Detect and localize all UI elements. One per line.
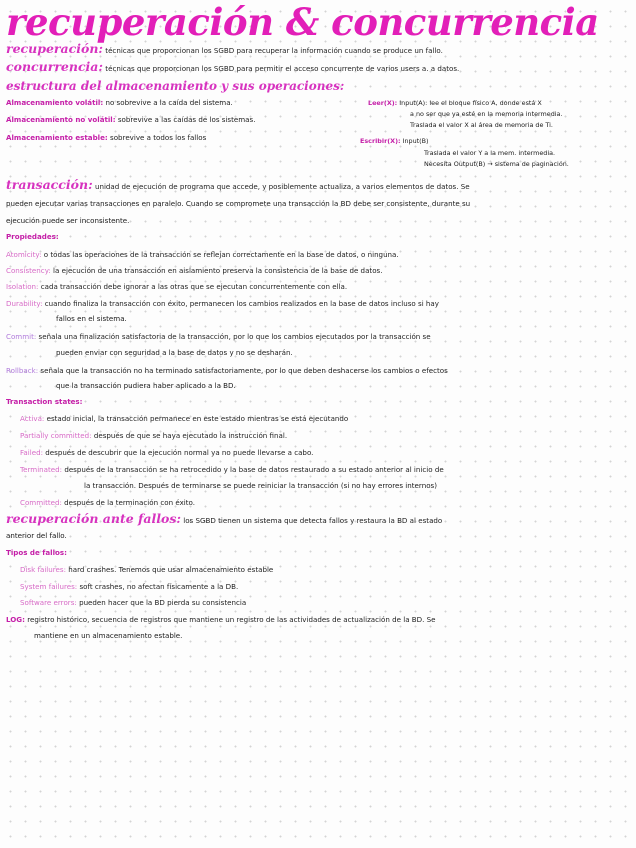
term-recovery: recuperación ante fallos: bbox=[6, 511, 181, 526]
storage-estable bbox=[6, 133, 356, 143]
term-consistency: Consistency: bbox=[6, 266, 51, 275]
states-heading: Transaction states: bbox=[6, 397, 83, 406]
op-escribir: Escribir(X): Input(B) bbox=[360, 137, 429, 145]
properties-heading: Propiedades: bbox=[6, 232, 59, 241]
term-no-volatil: Almacenamiento no volátil: bbox=[6, 115, 116, 124]
text-estable: sobrevive a todos los fallos bbox=[110, 133, 207, 142]
prop-atomicity: Atomicity: o todas las operaciones de la transacción se reflejan correctamente en la base de datos, o ninguna. bbox=[6, 250, 399, 259]
term-activa: Activa: bbox=[20, 414, 45, 423]
term-concurrencia: concurrencia: bbox=[6, 59, 104, 74]
text-recuperacion: técnicas que proporcionan los SGBD para recuperar la información cuando se produce un fallo. bbox=[105, 46, 443, 55]
recovery-line1: recuperación ante fallos: los SGBD tienen un sistema que detecta fallos y restaura la BD al estado bbox=[6, 511, 443, 526]
transaccion-line1: transacción: unidad de ejecución de programa que accede, y posiblemente actualiza, a varios elementos de datos. Se bbox=[6, 177, 470, 192]
prop-durability: Durability: cuando finaliza la transacción con éxito, permanecen los cambios realizados en la base de datos incluso si hay bbox=[6, 299, 439, 308]
prop-isolation: Isolation: cada transacción debe ignorar a las otras que se ejecutan concurrentemente con ella. bbox=[6, 282, 348, 291]
term-durability: Durability: bbox=[6, 299, 43, 308]
state-failed: Failed: después de descubrir que la ejecución normal ya no puede llevarse a cabo. bbox=[20, 448, 314, 457]
prop-commit: Commit: señala una finalización satisfactoria de la transacción, por lo que los cambios ejecutados por la transacción se bbox=[6, 332, 431, 341]
storage-heading: estructura del almacenamiento y sus operaciones: bbox=[6, 79, 345, 93]
term-log: LOG: bbox=[6, 615, 25, 624]
term-escribir: Escribir(X): bbox=[360, 137, 401, 145]
recovery-line2: anterior del fallo. bbox=[6, 531, 67, 540]
text-no-volatil: sobrevive a las caídas de los sistemas. bbox=[117, 115, 256, 124]
failure-disk: Disk failures: hard crashes. Tenemos que usar almacenamiento estable bbox=[20, 565, 274, 574]
prop-rollback: Rollback: señala que la transacción no ha terminado satisfactoriamente, por lo que deben deshacerse los cambios o efectos bbox=[6, 366, 448, 375]
state-committed: Committed: después de la terminación con éxito. bbox=[20, 498, 196, 507]
term-disk-failures: Disk failures: bbox=[20, 565, 66, 574]
text-concurrencia: técnicas que proporcionan los SGBD para permitir el acceso concurrente de varios users a. a datos. bbox=[105, 64, 460, 73]
storage-volatil bbox=[6, 98, 356, 108]
term-commit: Commit: bbox=[6, 332, 37, 341]
failure-types-heading: Tipos de fallos: bbox=[6, 548, 67, 557]
prop-rollback-line2: que la transacción pudiera haber aplicado a la BD. bbox=[56, 381, 236, 390]
state-terminated-line2: la transacción. Después de terminarse se puede reiniciar la transacción (si no hay errores internos) bbox=[84, 481, 438, 490]
log-line2: mantiene en un almacenamiento estable. bbox=[34, 631, 183, 640]
prop-durability-line2: fallos en el sistema. bbox=[56, 314, 127, 323]
term-software-errors: Software errors: bbox=[20, 598, 77, 607]
state-partially-committed: Partially committed: después de que se haya ejecutado la instrucción final. bbox=[20, 431, 288, 440]
log-line1: LOG: registro histórico, secuencia de registros que mantiene un registro de las actividades de actualización de la BD. Se bbox=[6, 615, 436, 624]
term-committed: Committed: bbox=[20, 498, 62, 507]
text-volatil: no sobrevive a la caída del sistema. bbox=[105, 98, 233, 107]
term-system-failures: System failures: bbox=[20, 582, 78, 591]
term-partially-committed: Partially committed: bbox=[20, 431, 92, 440]
definition-recuperacion bbox=[6, 41, 630, 56]
term-terminated: Terminated: bbox=[20, 465, 63, 474]
term-isolation: Isolation: bbox=[6, 282, 39, 291]
term-leer: Leer(X): bbox=[368, 99, 398, 107]
storage-no-volatil bbox=[6, 115, 356, 125]
op-escribir-line2: Traslada el valor Y a la mem. intermedia. bbox=[424, 149, 556, 157]
state-terminated: Terminated: después de la transacción se ha retrocedido y la base de datos restaurado a su estado anterior al inicio de bbox=[20, 465, 444, 474]
state-activa: Activa: estado inicial, la transacción permanece en este estado mientras se está ejecutando bbox=[20, 414, 349, 423]
failure-software: Software errors: pueden hacer que la BD pierda su consistencia bbox=[20, 598, 247, 607]
prop-commit-line2: pueden enviar con seguridad a la base de datos y no se desharán. bbox=[56, 348, 293, 357]
term-estable: Almacenamiento estable: bbox=[6, 133, 108, 142]
transaccion-line2: pueden ejecutar varias transacciones en paralelo. Cuando se compromete una transacción la BD debe ser consistente, durante su bbox=[6, 199, 471, 208]
op-leer-line3: Traslada el valor X al área de memoria de Ti. bbox=[410, 121, 553, 129]
term-atomicity: Atomicity: bbox=[6, 250, 42, 259]
prop-consistency: Consistency: la ejecución de una transacción en aislamiento preserva la consistencia de la base de datos. bbox=[6, 266, 383, 275]
op-leer: Leer(X): Input(A): lee el bloque físico A, donde está X bbox=[368, 99, 542, 107]
page-title: recuperación & concurrencia bbox=[6, 0, 599, 44]
op-leer-line2: a no ser que ya esté en la memoria intermedia. bbox=[410, 110, 563, 118]
term-failed: Failed: bbox=[20, 448, 43, 457]
failure-system: System failures: soft crashes, no afectan físicamente a la DB. bbox=[20, 582, 239, 591]
op-escribir-line3: Necesita Output(B) → sistema de paginación. bbox=[424, 160, 569, 168]
transaccion-line3: ejecución puede ser inconsistente. bbox=[6, 216, 130, 225]
term-recuperacion: recuperación: bbox=[6, 41, 104, 56]
term-volatil: Almacenamiento volátil: bbox=[6, 98, 104, 107]
term-transaccion: transacción: bbox=[6, 177, 93, 192]
term-rollback: Rollback: bbox=[6, 366, 39, 375]
definition-concurrencia bbox=[6, 59, 630, 74]
